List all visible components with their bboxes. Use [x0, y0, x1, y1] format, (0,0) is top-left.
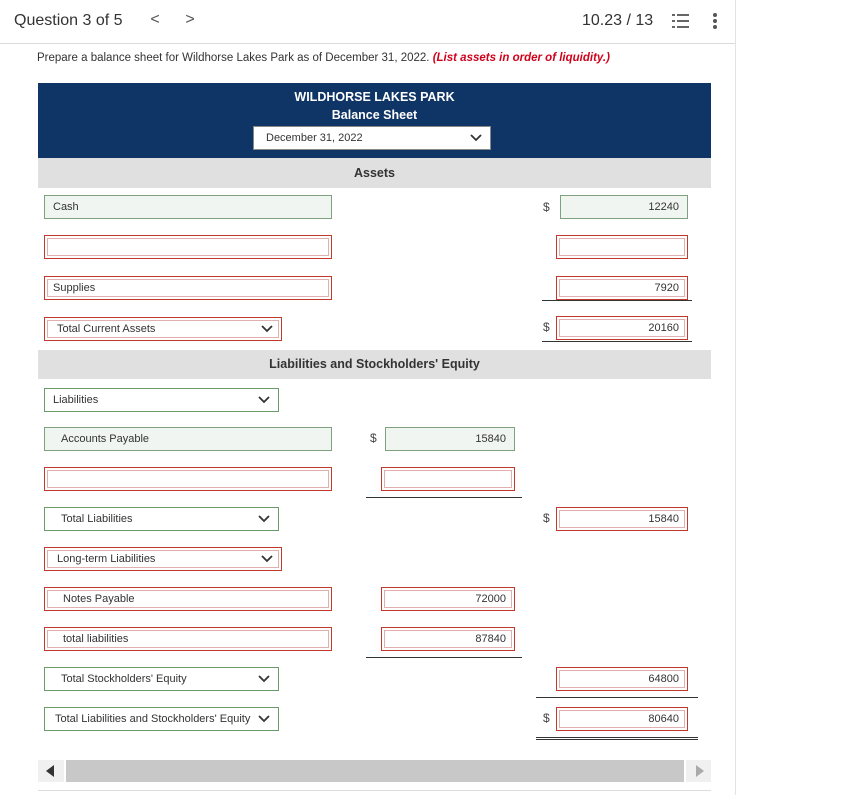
total-liabilities-equity-label: Total Liabilities and Stockholders' Equity	[55, 713, 251, 725]
company-name: WILDHORSE LAKES PARK	[294, 90, 455, 104]
total-equity-label: Total Stockholders' Equity	[61, 673, 187, 685]
total-liabilities-lower-amount-field[interactable]: 87840	[381, 627, 515, 651]
total-liabilities-label: Total Liabilities	[61, 513, 133, 525]
liabilities-select[interactable]	[44, 388, 279, 412]
chevron-down-icon	[258, 713, 270, 725]
currency-symbol: $	[543, 511, 550, 525]
total-liabilities-select[interactable]	[44, 507, 279, 531]
next-question-button[interactable]: >	[185, 11, 195, 28]
supplies-amount-field[interactable]: 7920	[556, 276, 688, 300]
currency-symbol: $	[543, 200, 550, 214]
assets-section-header: Assets	[38, 158, 711, 188]
score-display: 10.23 / 13	[582, 12, 654, 29]
liabilities-label: Liabilities	[53, 394, 99, 406]
scroll-right-button[interactable]	[686, 760, 711, 782]
subtotal-rule	[542, 300, 692, 301]
instructions-text: Prepare a balance sheet for Wildhorse Lakes Park as of December 31, 2022.	[37, 52, 430, 64]
cash-amount-field[interactable]: 12240	[560, 195, 688, 219]
total-current-assets-select[interactable]	[44, 317, 282, 341]
notes-payable-amount-field[interactable]: 72000	[381, 587, 515, 611]
chevron-down-icon	[258, 673, 270, 685]
asset-blank-label-field[interactable]	[44, 235, 332, 259]
chevron-down-icon	[470, 132, 482, 144]
long-term-liabilities-label: Long-term Liabilities	[57, 553, 156, 565]
total-current-assets-label: Total Current Assets	[57, 323, 156, 335]
chevron-down-icon	[258, 513, 270, 525]
liability-blank-label-field[interactable]	[44, 467, 332, 491]
accounts-payable-amount-field[interactable]: 15840	[385, 427, 515, 451]
total-liabilities-equity-select[interactable]	[44, 707, 279, 731]
total-equity-select[interactable]	[44, 667, 279, 691]
date-select[interactable]	[253, 126, 491, 150]
supplies-label-field[interactable]: Supplies	[44, 276, 332, 300]
instructions-emphasis: (List assets in order of liquidity.)	[432, 52, 610, 64]
panel-bottom-edge	[38, 790, 711, 795]
currency-symbol: $	[543, 711, 550, 725]
chevron-down-icon	[261, 553, 273, 565]
right-side-panel	[735, 0, 845, 795]
chevron-down-icon	[258, 394, 270, 406]
double-total-rule	[536, 737, 698, 740]
question-label: Question 3 of 5	[14, 12, 123, 29]
currency-symbol: $	[370, 431, 377, 445]
scroll-left-button[interactable]	[38, 760, 64, 782]
more-vertical-icon[interactable]	[706, 11, 724, 31]
notes-payable-label-field[interactable]: Notes Payable	[44, 587, 332, 611]
currency-symbol: $	[543, 320, 550, 334]
total-equity-amount-field[interactable]: 64800	[556, 667, 688, 691]
total-liabilities-lower-label-field[interactable]: total liabilities	[44, 627, 332, 651]
list-icon[interactable]	[672, 13, 690, 29]
triangle-left-icon	[38, 760, 64, 782]
total-liabilities-equity-amount-field[interactable]: 80640	[556, 707, 688, 731]
date-select-value: December 31, 2022	[266, 132, 363, 144]
total-rule	[542, 341, 692, 342]
prev-question-button[interactable]: <	[150, 11, 160, 28]
accounts-payable-label-field[interactable]: Accounts Payable	[44, 427, 332, 451]
instructions	[37, 52, 610, 64]
total-current-assets-amount-field[interactable]: 20160	[556, 316, 688, 340]
asset-blank-amount-field[interactable]	[556, 235, 688, 259]
statement-title: Balance Sheet	[331, 108, 418, 122]
liability-blank-amount-field[interactable]	[381, 467, 515, 491]
scrollbar-thumb[interactable]	[66, 760, 684, 782]
liabilities-equity-section-header: Liabilities and Stockholders' Equity	[38, 350, 711, 379]
total-liabilities-amount-field[interactable]: 15840	[556, 507, 688, 531]
subtotal-rule	[536, 697, 698, 698]
subtotal-rule	[366, 497, 522, 498]
long-term-liabilities-select[interactable]	[44, 547, 282, 571]
triangle-right-icon	[686, 760, 711, 782]
cash-label-field[interactable]: Cash	[44, 195, 332, 219]
chevron-down-icon	[261, 323, 273, 335]
subtotal-rule	[366, 657, 522, 658]
